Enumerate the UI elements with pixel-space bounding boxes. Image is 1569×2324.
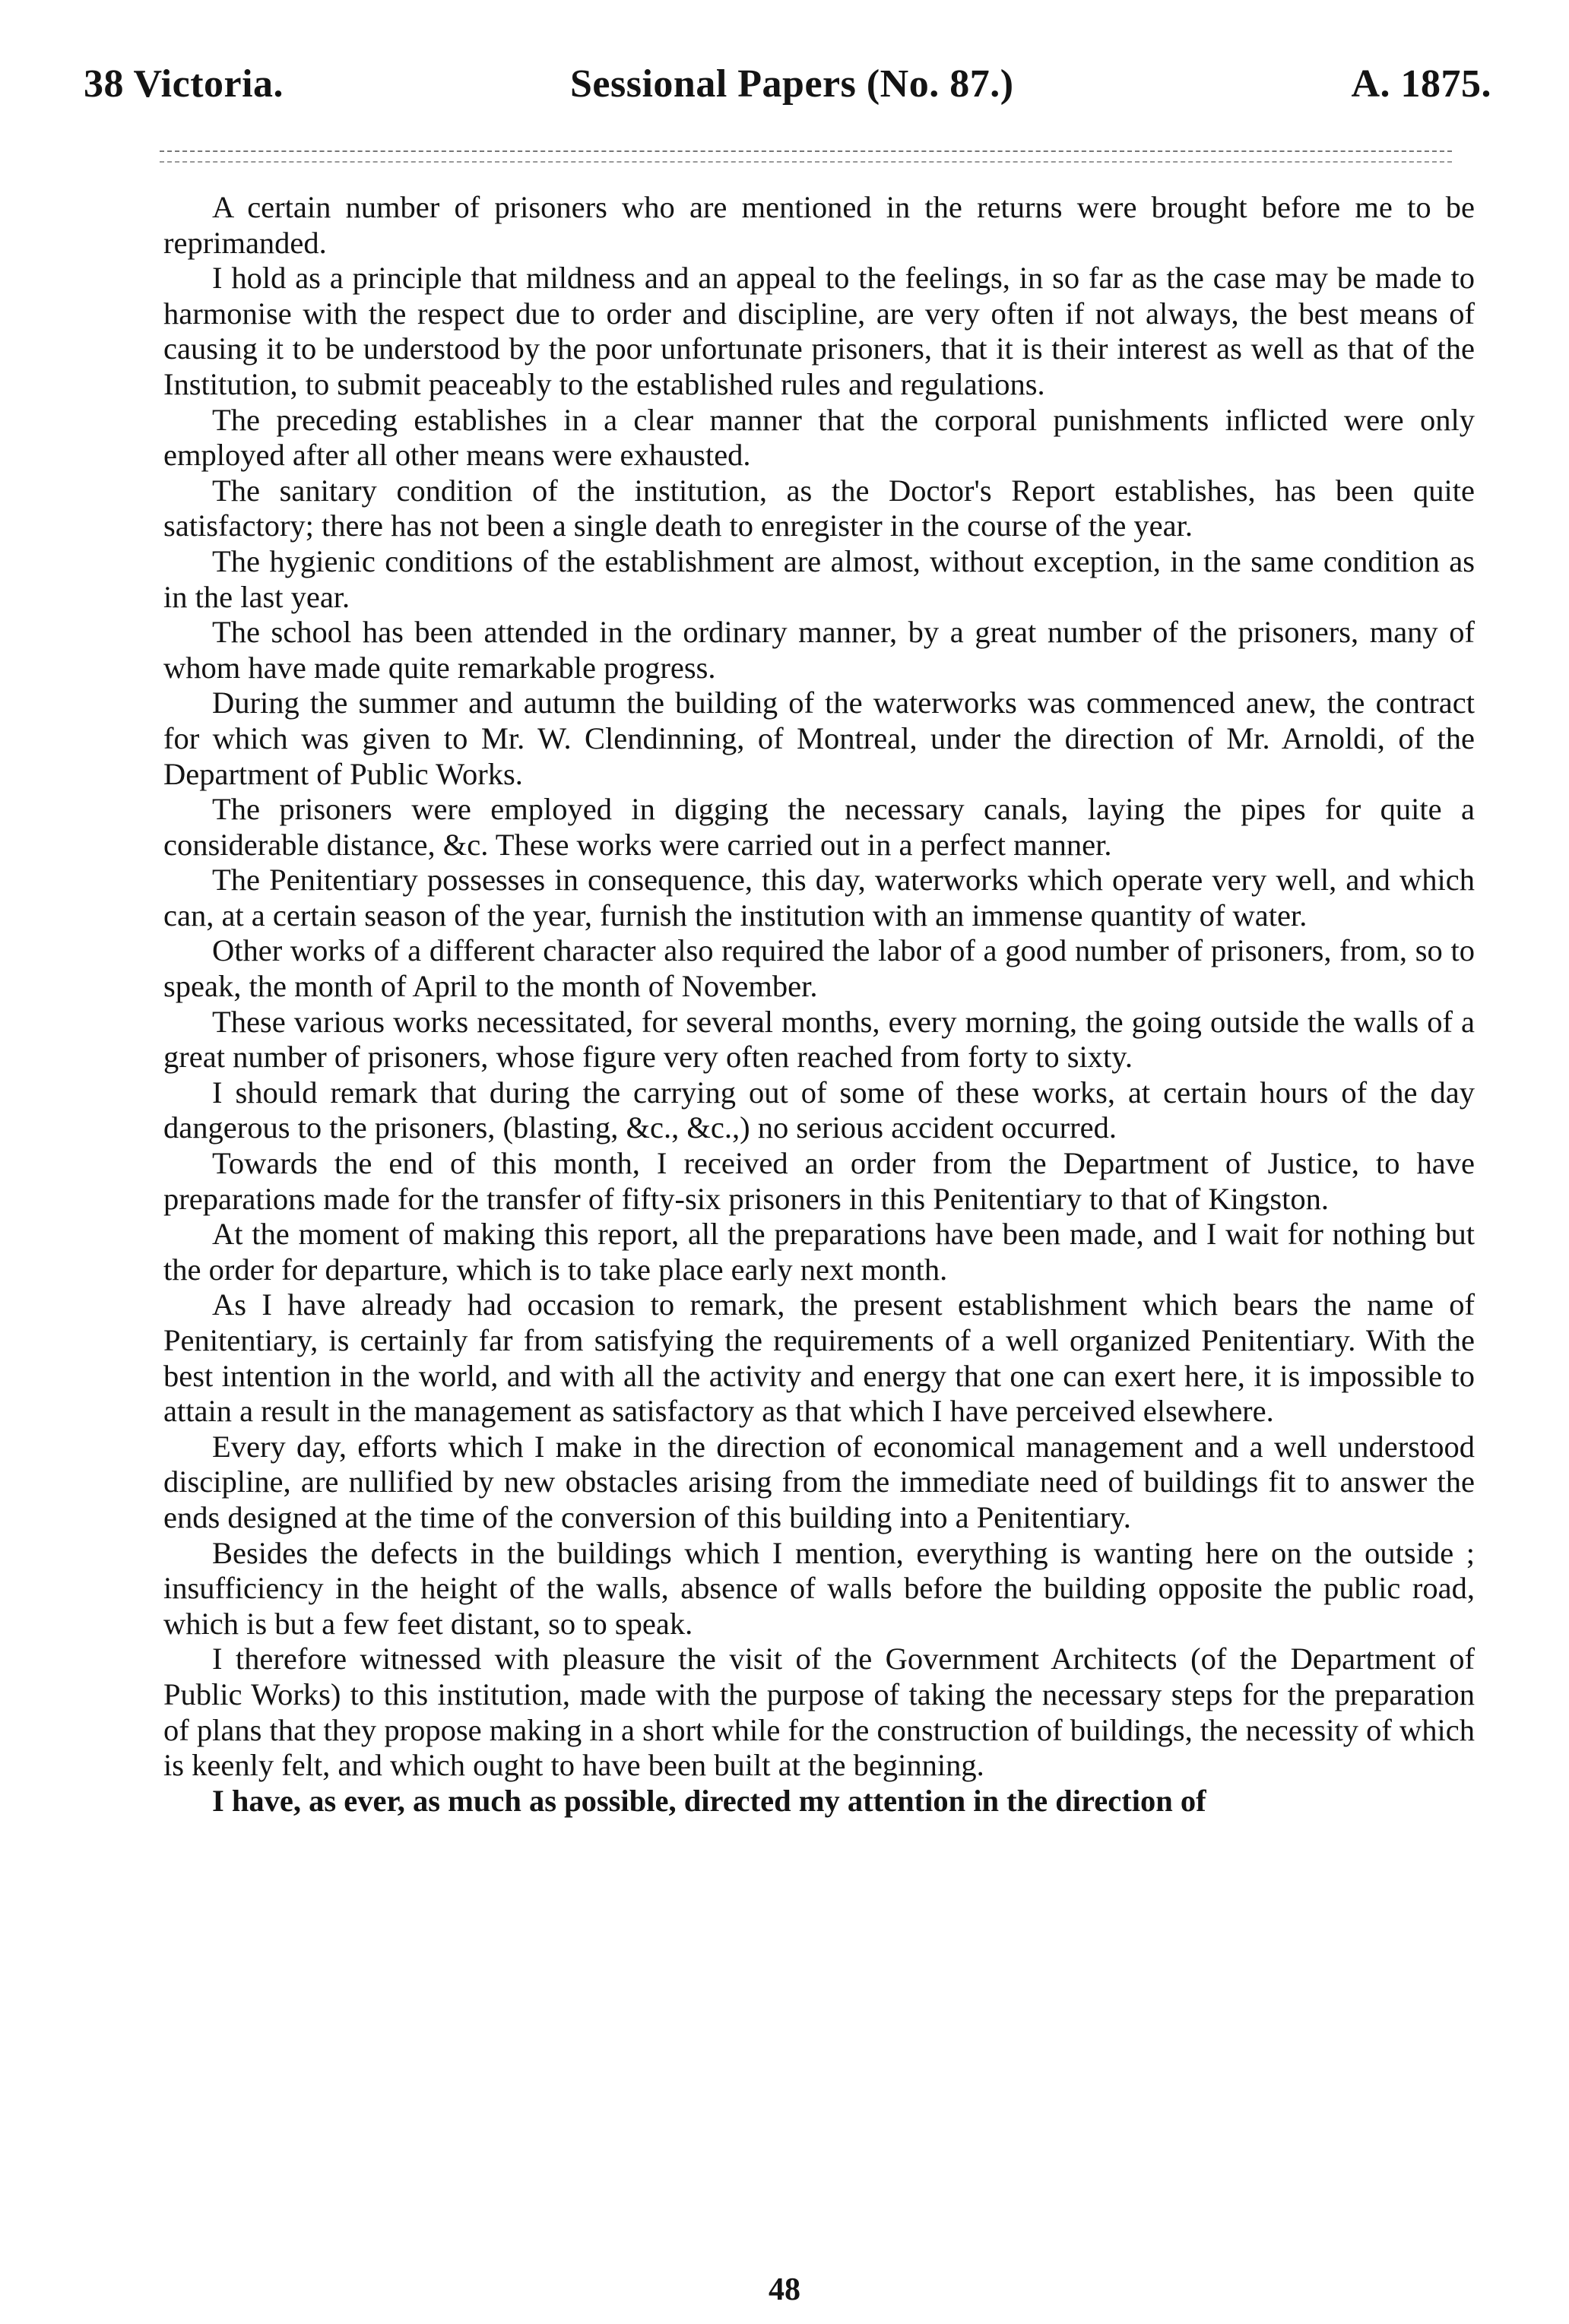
paragraph: A certain number of prisoners who are mentioned in the returns were brought before me to be reprimanded. — [163, 190, 1475, 260]
header-session: 38 Victoria. — [84, 62, 284, 106]
body-text — [163, 190, 1475, 1819]
paragraph: As I have already had occasion to remark, the present establishment which bears the name of Penitentiary, is certainly far from satisfying the requirements of a well organized Penitentiary. With the best intention in the world, and with all the activity and energy that one can exert here, it is impossible to attain a result in the management as satisfactory as that which I have perceived elsewhere. — [163, 1287, 1475, 1429]
paragraph: The hygienic conditions of the establishment are almost, without exception, in the same condition as in the last year. — [163, 543, 1475, 614]
page-number: 48 — [769, 2272, 800, 2307]
paragraph: At the moment of making this report, all the preparations have been made, and I wait for nothing but the order for departure, which is to take place early next month. — [163, 1217, 1475, 1287]
paragraph: The school has been attended in the ordinary manner, by a great number of the prisoners, many of whom have made quite remarkable progress. — [163, 615, 1475, 685]
paragraph: The Penitentiary possesses in consequence, this day, waterworks which operate very well, and which can, at a certain season of the year, furnish the institution with an immense quantity of water. — [163, 863, 1475, 932]
paragraph: Other works of a different character also required the labor of a good number of prisoners, from, so to speak, the month of April to the month of November. — [163, 933, 1475, 1004]
paragraph: Besides the defects in the buildings which I mention, everything is wanting here on the outside ; insufficiency in the height of the walls, absence of walls before the building opposite the public road, which is but a few feet distant, so to speak. — [163, 1535, 1475, 1641]
paragraph: Every day, efforts which I make in the direction of economical management and a well understood discipline, are nullified by new obstacles arising from the immediate need of buildings fit to answer the ends designed at the time of the conversion of this building into a Penitentiary. — [163, 1429, 1475, 1534]
paragraph: The prisoners were employed in digging the necessary canals, laying the pipes for quite a considerable distance, &c. These works were carried out in a perfect manner. — [163, 792, 1475, 862]
paragraph: These various works necessitated, for several months, every morning, the going outside the walls of a great number of prisoners, whose figure very often reached from forty to sixty. — [163, 1004, 1475, 1075]
paragraph: I hold as a principle that mildness and an appeal to the feelings, in so far as the case may be made to harmonise with the respect due to order and discipline, are very often if not always, the best means of causing it to be understood by the poor unfortunate prisoners, that it is their interest as well as that of the Institution, to submit peaceably to the established rules and regulations. — [163, 261, 1475, 401]
paragraph: The sanitary condition of the institution, as the Doctor's Report establishes, has been quite satisfactory; there has not been a single death to enregister in the course of the year. — [163, 473, 1475, 543]
header-year: A. 1875. — [1351, 62, 1491, 106]
paragraph: The preceding establishes in a clear manner that the corporal punishments inflicted were only employed after all other means were exhausted. — [163, 402, 1475, 473]
paragraph: During the summer and autumn the building of the waterworks was commenced anew, the contract for which was given to Mr. W. Clendinning, of Montreal, under the direction of Mr. Arnoldi, of the Department of Public Works. — [163, 685, 1475, 791]
paragraph-continued: I have, as ever, as much as possible, directed my attention in the direction of — [212, 1783, 1206, 1818]
header-rule-bottom — [160, 161, 1452, 163]
header-title: Sessional Papers (No. 87.) — [570, 62, 1014, 106]
paragraph: I should remark that during the carrying out of some of these works, at certain hours of the day dangerous to the prisoners, (blasting, &c., &c.,) no serious accident occurred. — [163, 1075, 1475, 1145]
header-rule-top — [160, 150, 1452, 152]
running-header — [84, 58, 1491, 111]
paragraph: I therefore witnessed with pleasure the visit of the Government Architects (of the Department of Public Works) to this institution, made with the purpose of taking the necessary steps for the preparation of plans that they propose making in a short while for the construction of buildings, the necessity of which is keenly felt, and which ought to have been built at the beginning. — [163, 1642, 1475, 1783]
paragraph: Towards the end of this month, I received an order from the Department of Justice, to have preparations made for the transfer of fifty-six prisoners in this Penitentiary to that of Kingston. — [163, 1146, 1475, 1216]
